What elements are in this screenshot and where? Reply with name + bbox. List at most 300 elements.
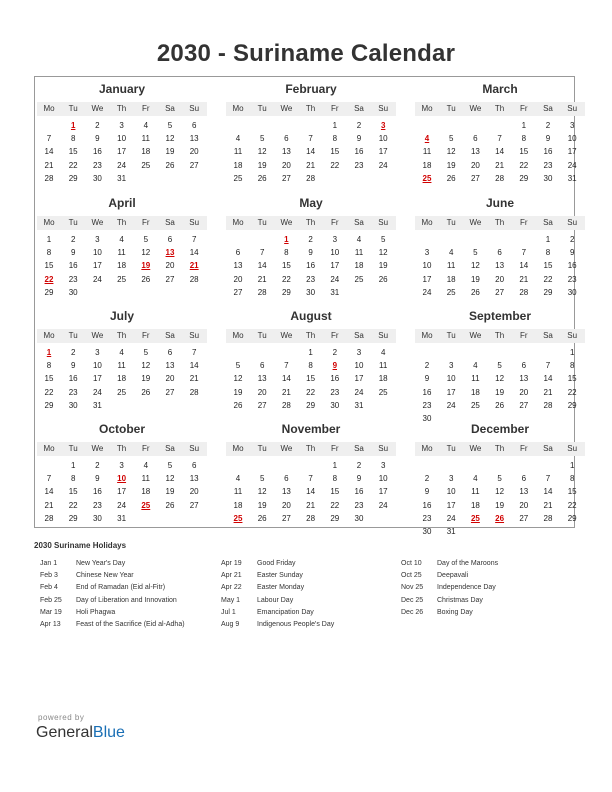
day-cell: 7: [259, 248, 265, 258]
day-cell: 12: [378, 248, 388, 258]
day-cell: 19: [165, 487, 175, 497]
day-cell: 4: [119, 235, 124, 244]
day-cell: 12: [165, 134, 175, 144]
holiday-day-cell: 9: [332, 361, 338, 371]
weekday-label: Fr: [331, 444, 339, 453]
day-cell: 2: [545, 121, 551, 130]
day-cell: 4: [473, 361, 478, 371]
day-cell: 7: [497, 134, 502, 144]
day-cell: 31: [117, 173, 127, 183]
day-cell: 20: [165, 374, 175, 384]
day-cell: 14: [44, 487, 54, 497]
day-cell: 8: [70, 474, 76, 484]
day-cell: 24: [422, 287, 432, 297]
day-cell: 18: [470, 500, 480, 510]
month-name: July: [109, 309, 134, 323]
day-cell: 10: [446, 487, 456, 497]
day-cell: 18: [470, 387, 480, 397]
weekday-label: Su: [378, 104, 389, 113]
weekday-label: Mo: [43, 444, 55, 453]
day-cell: 13: [165, 361, 175, 371]
weekday-label: Mo: [43, 331, 55, 340]
day-cell: 16: [92, 147, 102, 157]
day-cell: 30: [543, 173, 553, 183]
month-name: December: [470, 422, 530, 436]
holiday-day-cell: 4: [424, 134, 430, 144]
day-cell: 17: [567, 147, 577, 157]
day-cell: 8: [569, 361, 575, 371]
weekday-label: Fr: [142, 331, 150, 340]
day-cell: 3: [356, 348, 362, 357]
day-cell: 29: [543, 287, 553, 297]
day-cell: 29: [44, 400, 54, 410]
holiday-date: Jan 1: [40, 560, 58, 567]
day-cell: 24: [92, 274, 102, 284]
day-cell: 11: [447, 261, 456, 271]
holiday-day-cell: 22: [44, 274, 54, 284]
weekday-label: Th: [494, 104, 505, 113]
holiday-day-cell: 1: [70, 121, 76, 130]
day-cell: 27: [189, 160, 199, 170]
day-cell: 5: [259, 134, 265, 144]
day-cell: 7: [545, 474, 551, 484]
day-cell: 6: [191, 121, 197, 130]
day-cell: 13: [281, 147, 291, 157]
day-cell: 21: [189, 374, 199, 384]
day-cell: 16: [354, 147, 364, 157]
day-cell: 10: [567, 134, 577, 144]
weekday-label: Su: [378, 331, 389, 340]
day-cell: 22: [330, 500, 340, 510]
month-name: June: [485, 196, 514, 210]
weekday-label: Mo: [43, 218, 55, 227]
day-cell: 10: [92, 361, 102, 371]
day-cell: 22: [567, 387, 577, 397]
day-cell: 15: [44, 374, 54, 384]
weekday-label: Tu: [68, 104, 78, 113]
day-cell: 14: [281, 374, 291, 384]
day-cell: 12: [165, 474, 175, 484]
holiday-day-cell: 1: [284, 235, 289, 244]
day-cell: 15: [281, 261, 291, 271]
weekday-label: Th: [116, 444, 127, 453]
day-cell: 30: [354, 513, 364, 523]
day-cell: 16: [543, 147, 553, 157]
day-cell: 18: [233, 160, 243, 170]
day-cell: 19: [378, 261, 388, 271]
holiday-day-cell: 25: [470, 513, 480, 523]
holiday-name: Feast of the Sacrifice (Eid al-Adha): [76, 620, 185, 628]
day-cell: 16: [330, 374, 340, 384]
holiday-day-cell: 25: [141, 500, 151, 510]
weekday-label: Fr: [520, 104, 528, 113]
day-cell: 9: [569, 248, 575, 258]
holiday-name: Holi Phagwa: [76, 608, 116, 616]
day-cell: 2: [70, 348, 76, 357]
day-cell: 12: [257, 147, 267, 157]
day-cell: 6: [521, 474, 527, 484]
weekday-label: Th: [494, 444, 505, 453]
day-cell: 26: [257, 173, 267, 183]
day-cell: 26: [257, 513, 267, 523]
holiday-item: [401, 584, 571, 596]
weekday-label: Th: [305, 444, 316, 453]
day-cell: 13: [519, 487, 529, 497]
weekday-label: Su: [189, 444, 200, 453]
holiday-date: Apr 13: [40, 620, 61, 628]
weekday-label: Su: [189, 331, 200, 340]
holiday-day-cell: 21: [189, 261, 199, 271]
holiday-item: [401, 597, 571, 609]
holiday-item: [221, 621, 391, 633]
day-cell: 10: [92, 248, 102, 258]
day-cell: 27: [281, 513, 291, 523]
day-cell: 30: [422, 527, 432, 536]
day-cell: 8: [284, 248, 289, 258]
holiday-date: Feb 3: [40, 572, 58, 580]
day-cell: 12: [446, 147, 456, 157]
day-cell: 31: [446, 527, 456, 536]
day-cell: 11: [471, 374, 480, 384]
day-cell: 11: [379, 361, 388, 371]
day-cell: 6: [167, 348, 173, 357]
day-cell: 21: [306, 160, 316, 170]
weekday-label: Tu: [257, 104, 267, 113]
day-cell: 17: [92, 261, 102, 271]
day-cell: 9: [356, 474, 362, 484]
holiday-name: Emancipation Day: [257, 608, 314, 616]
day-cell: 9: [70, 361, 76, 371]
day-cell: 22: [68, 160, 78, 170]
holiday-item: [40, 584, 210, 596]
weekday-label: Sa: [165, 331, 175, 340]
day-cell: 7: [545, 361, 551, 371]
day-cell: 6: [521, 361, 527, 371]
day-cell: 20: [233, 274, 243, 284]
day-cell: 24: [567, 160, 577, 170]
holiday-day-cell: 13: [165, 248, 175, 258]
day-cell: 29: [519, 173, 529, 183]
day-cell: 22: [68, 500, 78, 510]
weekday-label: Su: [567, 104, 578, 113]
holiday-day-cell: 26: [495, 513, 505, 523]
day-cell: 12: [141, 361, 151, 371]
day-cell: 21: [306, 500, 316, 510]
day-cell: 3: [448, 361, 454, 371]
day-cell: 30: [330, 400, 340, 410]
day-cell: 17: [446, 500, 456, 510]
day-cell: 16: [92, 487, 102, 497]
day-cell: 26: [165, 500, 175, 510]
day-cell: 18: [354, 261, 364, 271]
day-cell: 26: [141, 387, 151, 397]
weekday-label: Tu: [257, 331, 267, 340]
day-cell: 23: [567, 274, 577, 284]
day-cell: 6: [473, 134, 478, 144]
weekday-label: We: [91, 218, 104, 227]
month-name: March: [482, 82, 518, 96]
day-cell: 4: [235, 474, 241, 484]
day-cell: 9: [308, 248, 313, 258]
day-cell: 15: [306, 374, 316, 384]
day-cell: 6: [284, 134, 289, 144]
day-cell: 7: [308, 474, 313, 484]
weekday-label: Mo: [421, 218, 433, 227]
day-cell: 2: [308, 235, 313, 244]
weekday-label: Su: [567, 218, 578, 227]
holiday-name: Day of Liberation and Innovation: [76, 596, 177, 604]
day-cell: 23: [306, 274, 316, 284]
weekday-label: Th: [116, 331, 127, 340]
weekday-label: We: [280, 218, 293, 227]
day-cell: 21: [519, 274, 529, 284]
weekday-label: We: [280, 444, 293, 453]
day-cell: 14: [306, 147, 316, 157]
day-cell: 24: [446, 400, 456, 410]
weekday-label: Fr: [331, 218, 339, 227]
day-cell: 23: [92, 500, 102, 510]
day-cell: 15: [330, 147, 340, 157]
day-cell: 1: [569, 348, 575, 357]
holiday-day-cell: 1: [46, 348, 52, 357]
day-cell: 14: [257, 261, 267, 271]
holidays-column-3: [401, 560, 571, 621]
day-cell: 3: [119, 121, 124, 130]
day-cell: 7: [191, 235, 197, 244]
day-cell: 11: [233, 147, 243, 157]
day-cell: 8: [569, 474, 575, 484]
day-cell: 4: [380, 348, 386, 357]
day-cell: 14: [189, 248, 199, 258]
holiday-date: Feb 4: [40, 584, 58, 592]
day-cell: 9: [424, 487, 430, 497]
day-cell: 17: [117, 487, 127, 497]
day-cell: 16: [567, 261, 577, 271]
day-cell: 8: [545, 248, 551, 258]
day-cell: 30: [68, 287, 78, 297]
day-cell: 5: [167, 121, 173, 130]
holiday-date: Feb 25: [40, 596, 62, 604]
holiday-date: Mar 19: [40, 608, 62, 616]
weekday-label: Sa: [543, 331, 553, 340]
day-cell: 14: [189, 361, 199, 371]
day-cell: 15: [68, 147, 78, 157]
day-cell: 28: [189, 274, 199, 284]
day-cell: 16: [68, 261, 78, 271]
day-cell: 1: [569, 461, 575, 470]
day-cell: 18: [117, 374, 127, 384]
weekday-label: Tu: [68, 218, 78, 227]
day-cell: 8: [70, 134, 76, 144]
day-cell: 17: [354, 374, 364, 384]
day-cell: 13: [189, 474, 199, 484]
day-cell: 11: [141, 474, 150, 484]
weekday-label: We: [469, 104, 482, 113]
day-cell: 4: [356, 235, 362, 244]
holiday-date: Dec 25: [401, 596, 424, 604]
brand-logo-part-2: Blue: [92, 724, 125, 741]
weekday-label: Tu: [68, 331, 78, 340]
day-cell: 21: [44, 160, 54, 170]
day-cell: 24: [92, 387, 102, 397]
day-cell: 14: [543, 487, 553, 497]
day-cell: 26: [141, 274, 151, 284]
day-cell: 20: [519, 387, 529, 397]
weekday-label: We: [469, 331, 482, 340]
day-cell: 19: [495, 500, 505, 510]
day-cell: 17: [92, 374, 102, 384]
day-cell: 15: [567, 487, 577, 497]
day-cell: 17: [330, 261, 340, 271]
day-cell: 21: [495, 160, 505, 170]
weekday-label: Sa: [354, 218, 364, 227]
day-cell: 15: [68, 487, 78, 497]
weekday-label: Mo: [232, 331, 244, 340]
day-cell: 26: [165, 160, 175, 170]
weekday-label: Mo: [421, 444, 433, 453]
day-cell: 11: [233, 487, 243, 497]
weekday-label: Th: [494, 218, 505, 227]
day-cell: 28: [281, 400, 291, 410]
weekday-label: Th: [116, 218, 127, 227]
day-cell: 6: [191, 461, 197, 470]
holiday-name: Independence Day: [437, 584, 496, 592]
day-cell: 30: [92, 513, 102, 523]
day-cell: 25: [117, 274, 127, 284]
month-name: May: [299, 196, 323, 210]
day-cell: 13: [495, 261, 505, 271]
day-cell: 18: [117, 261, 127, 271]
holiday-name: Good Friday: [257, 560, 296, 567]
day-cell: 27: [233, 287, 243, 297]
day-cell: 7: [308, 134, 313, 144]
day-cell: 20: [281, 500, 291, 510]
weekday-label: We: [280, 331, 293, 340]
day-cell: 10: [330, 248, 340, 258]
day-cell: 11: [117, 361, 126, 371]
day-cell: 16: [68, 374, 78, 384]
day-cell: 11: [422, 147, 432, 157]
day-cell: 27: [519, 400, 529, 410]
day-cell: 24: [378, 500, 388, 510]
weekday-label: Sa: [354, 444, 364, 453]
day-cell: 1: [70, 461, 76, 470]
day-cell: 4: [143, 461, 149, 470]
holiday-name: Christmas Day: [437, 596, 483, 604]
holiday-item: [221, 584, 391, 596]
weekday-label: Mo: [232, 104, 244, 113]
month-name: January: [98, 82, 146, 96]
day-cell: 6: [497, 248, 502, 258]
day-cell: 17: [378, 487, 388, 497]
day-cell: 30: [92, 173, 102, 183]
day-cell: 2: [70, 235, 76, 244]
day-cell: 30: [306, 287, 316, 297]
day-cell: 28: [44, 513, 54, 523]
day-cell: 29: [567, 400, 577, 410]
holiday-item: [40, 597, 210, 609]
weekday-label: Th: [116, 104, 127, 113]
holiday-date: Oct 25: [401, 572, 422, 580]
day-cell: 19: [165, 147, 175, 157]
day-cell: 5: [167, 461, 173, 470]
day-cell: 29: [306, 400, 316, 410]
day-cell: 30: [422, 414, 432, 423]
day-cell: 25: [233, 173, 243, 183]
day-cell: 4: [473, 474, 478, 484]
day-cell: 15: [567, 374, 577, 384]
day-cell: 11: [117, 248, 126, 258]
day-cell: 17: [378, 147, 388, 157]
day-cell: 29: [567, 513, 577, 523]
weekday-label: Th: [305, 104, 316, 113]
holiday-name: Labour Day: [257, 596, 294, 604]
weekday-label: We: [91, 104, 104, 113]
brand-logo-part-1: General: [36, 724, 93, 741]
weekday-label: Fr: [142, 444, 150, 453]
day-cell: 22: [281, 274, 291, 284]
weekday-label: Tu: [446, 331, 456, 340]
weekday-label: Mo: [232, 218, 244, 227]
day-cell: 11: [354, 248, 364, 258]
holidays-column-1: [40, 560, 210, 633]
day-cell: 23: [354, 160, 364, 170]
day-cell: 10: [378, 134, 388, 144]
day-cell: 9: [95, 134, 100, 144]
day-cell: 20: [281, 160, 291, 170]
day-cell: 26: [495, 400, 505, 410]
day-cell: 2: [424, 474, 430, 484]
day-cell: 23: [422, 513, 432, 523]
holiday-name: Boxing Day: [437, 608, 473, 616]
day-cell: 19: [257, 500, 267, 510]
day-cell: 31: [330, 287, 340, 297]
day-cell: 5: [497, 361, 502, 371]
day-cell: 4: [448, 248, 454, 258]
day-cell: 20: [519, 500, 529, 510]
day-cell: 26: [446, 173, 456, 183]
day-cell: 8: [308, 361, 313, 371]
holiday-name: Easter Sunday: [257, 572, 303, 580]
day-cell: 24: [354, 387, 364, 397]
day-cell: 1: [521, 121, 527, 130]
day-cell: 3: [424, 248, 430, 258]
day-cell: 25: [354, 274, 364, 284]
day-cell: 4: [143, 121, 149, 130]
day-cell: 5: [497, 474, 502, 484]
day-cell: 28: [306, 173, 316, 183]
day-cell: 27: [519, 513, 529, 523]
day-cell: 12: [495, 374, 505, 384]
day-cell: 9: [70, 248, 76, 258]
day-cell: 9: [545, 134, 551, 144]
weekday-label: Sa: [543, 444, 553, 453]
day-cell: 24: [117, 160, 127, 170]
day-cell: 23: [330, 387, 340, 397]
day-cell: 7: [191, 348, 197, 357]
day-cell: 29: [44, 287, 54, 297]
day-cell: 21: [281, 387, 291, 397]
weekday-label: We: [469, 218, 482, 227]
day-cell: 24: [378, 160, 388, 170]
day-cell: 20: [189, 147, 199, 157]
day-cell: 2: [332, 348, 338, 357]
day-cell: 27: [189, 500, 199, 510]
day-cell: 29: [281, 287, 291, 297]
brand-logo[interactable]: [36, 724, 125, 742]
weekday-label: Sa: [543, 104, 553, 113]
day-cell: 3: [95, 348, 100, 357]
